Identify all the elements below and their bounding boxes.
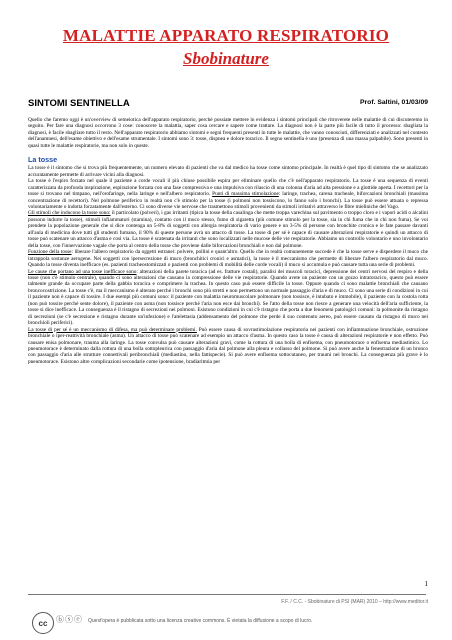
stimulation-points-label: Punti di massima stimolazione	[212, 191, 279, 198]
footer-divider	[28, 594, 426, 595]
lecture-author-date: Prof. Saltini, 01/03/09	[360, 99, 428, 106]
defense-mechanism-label: La tosse di per sé è un meccanismo di difesa, ma può determinare problemi.	[28, 326, 197, 333]
cough-stimuli-label: Gli stimoli che inducono la tosse sono:	[28, 210, 111, 217]
page-number: 1	[424, 580, 428, 588]
cough-paragraph-4-text: : liberare l'albero respiratorio da oggetti estranei: polvere, pollini e quant'altro. Quello che in realtà comunemente succede è che la tosse serve e disperdere il muco che intrappola sostanze aerogene. Nei soggetti con ipersecrezione di muco (bronchitici cronici e asmatici), la tosse è il meccanismo che permette di liberare l'albero respiratorio dal muco. Quando la tosse diventa inefficace (es. pazienti tracheostomizzati o pazienti con problemi di mobilità delle corde vocali) il muco si accumula e può causare tutta una serie di problemi.	[28, 249, 428, 269]
cough-paragraph-6	[28, 327, 428, 366]
cough-paragraph-6-text: Può essere causa di sovrastimolazione respiratoria nei pazienti con infiammazione bronchiale, ostruzione bronchiale o iper-reattività bronchiale (asma). Un attacco di tosse può scatenare ad esempio un attacco d'asma. In questo caso la tosse è causa di alterazioni respiratorie e non effetto. Può causare enisa polmonare, trauma alla laringe. La tosse convulsa può causare alterazioni gravi, come la rottura di una bolla di enfisema, con pneumotorace o enfisema mediastinico. Lo pneumotorace è determinato dalla rottura di una bolla sottopleurica con passaggio d'aria dal polmone alla pleura e collasso del polmone. Si può avere anche la fenestrazione di un bronco con passaggio d'aria alle strutture connettivali peribronchiali (mediastino, nella fattispecie). Si può avere enfisema sottocutaneo, per traumi nei bronchi. La conseguenza più grave è lo pneumotorace. Esistono altre complicazioni secondarie come ipotensione, bradiaritmia per	[28, 326, 428, 365]
cough-function-label: Funzione della tosse	[28, 249, 72, 256]
cough-paragraph-4	[28, 249, 428, 268]
section-header	[28, 98, 428, 112]
cough-paragraph-2-text: La tosse è l'espiro forzato nel quale il paziente a corde vocali il più chiuse possibile espira per eliminare quello che c'è nell'apparato respiratorio. La tosse è una sequenza di eventi caratterizzata da profonda inspirazione, espirazione forzata con una fase compressiva e una impulsiva con rilascio di una colonna d'aria ad alta pressione e a glottide aperta. I recettori per la tosse si trovano nel timpano, nell'orofaringe, nella laringe e nell'albero respiratorio.	[28, 178, 428, 198]
cough-paragraph-1: La tosse è il sintomo che si trova più frequentemente, un numero elevato di pazienti che va dal medico ha tosse come sintomo principale. In realtà è quel tipo di sintomo che se analizzato accuratamente permette di arrivare vicini alla diagnosi.	[28, 165, 428, 178]
cough-paragraph-2	[28, 178, 428, 210]
cough-heading: La tosse	[28, 155, 58, 165]
creative-commons-icon: cc	[32, 612, 54, 634]
document-body	[28, 117, 428, 365]
license-notice: Quest'opera è pubblicata sotto una licenza creative commons. È vietata la diffusione a scopo di lucro.	[88, 618, 313, 624]
document-header	[0, 26, 452, 70]
footer-credit: F.F. / C.C. - Sbobinature di PSI (MAR) 2010 – http://www.meditor.it	[281, 599, 428, 605]
intro-paragraph: Quello che faremo oggi è un'overview di semeiotica dell'apparato respiratorio, perché possiate mettere in evidenza i sintomi principali che ritroverete nelle malattie di cui discuteremo in seguito. Per fare una diagnosi occorrono 3 cose: conoscere la malattia, saper cosa cercare e sapere come trattare. La diagnosi non è la parte più facile di tutto il processo: sbagliata la diagnosi, è facile sbagliare tutto il resto. Nell'apparato respiratorio abbiamo sintomi e segni frequenti presenti in tutte le malattie, che vanno conosciuti, differenziati e analizzati nel contesto dell'anamnesi, dell'esame obiettivo e dell'esame strumentale. I sintomi sono 3: tosse, dispnea e dolore toracico. Il segno sentinella è uno (presenza di una massa palpabile). Sono presenti in quasi tutte le malattie respiratorie, ma non solo in queste.	[28, 117, 428, 149]
cough-paragraph-3-text: il particolato (polveri), i gas irritanti (tipica la tosse della casalinga che mette troppa varechina sul pavimento o troppo cloro e i vapori acidi o alcalini possono indurre la tosse), stimoli infiammatori (stamina), contatto con il muco stesso, fumo di sigaretta (più comune stimolo per la tosse, sia in chi fuma che in chi non fuma). Se voi prendete la popolazione generale che si dice contenga un 5-8% di soggetti con allergia respiratoria di vario genere e un 3-5% di persone con bronchite cronica e le fate passare davanti all'aula di medicina dove tutti gli studenti fumano, il 90% di queste persone avrà un attacco di tosse. La tosse di per sé è capace di causare alterazioni respiratorie e quindi un attacco di tosse può scatenare un attacco d'asma e così via. La tosse è scatenata da irritanti che sono localizzati nelle mucose delle vie respiratorie. Abbiamo un controllo volontario e uno involontario della tosse, con l'innervazione vagale che porta al centro della tosse che proviene dalle biforcazioni bronchiali e non dal polmone.	[28, 210, 429, 249]
ineffective-cough-label: Le cause che portano ad una tosse inefficace sono	[28, 268, 137, 275]
cough-paragraph-2-rest: : laringe, trachea, carena tracheale, biforcazioni bronchiali (massima concentrazione di recettori). Nel polmone periferico in realtà non c'è stimolo per la tosse (i polmoni non tossiscono, lo fanno solo i bronchi). La tosse può essere attuata o repressa volontariamente o indotta forzatamente dall'esterno. Ci sono diverse vie nervose che trasmettono stimoli provenienti da stimoli irritativi attraverso le fibre mieliniche del Vago.	[28, 191, 429, 210]
cough-paragraph-5-text: : alterazioni della parete toracica (ad es. fratture costali), paralisi dei muscoli toracici, depressione dei centri nervosi del respiro e della tosse (non c'è stimolo centrale), quando ci sono alterazioni che causano la compressione delle vie respiratorie. Quando avete un paziente con un gozzo intratoracico, questo può essere talmente grande da occupare parte della gabbia toracica e comprimere la trachea. In questo caso può essere difficile la tosse. Oppure quando ci sono malattie bronchiali che causano broncocostrizione. La tosse c'è, ma il meccanismo è alterato perché i bronchi sono più stretti e non permettono un normale passaggio d'aria e di muco. Ci sono una serie di condizioni in cui il paziente non è capace di tossire. I due esempi più comuni sono: il paziente con malattia neuromuscolare polmonare (non tossisce, è intubato e immobile), il paziente con la costola rotta (non può tossire perché sente dolore), il paziente con asma (non tossisce perché l'aria non esce dai bronchi). Se l'atto della tosse non riesce a generare una velocità dell'aria sufficiente, la tosse si dice inefficace. La conseguenza è il ristagno di secrezioni nei polmoni. Esistono condizioni in cui c'è ristagno che porta a due fenomeni patologici comuni: la polmonite da ristagno di secrezioni (se c'è secrezione e ristagno durante un'infezione) e l'atelettasia (addensamento del polmone che perde il suo contenuto aereo, può essere causato da ristagno di muco nei bronchioli periferici).	[28, 268, 428, 327]
document-subtitle: Sbobinature	[183, 49, 269, 68]
license-badge-icons: ⓑⓢⓔ	[56, 615, 83, 624]
cough-paragraph-5	[28, 269, 428, 327]
cough-paragraph-3	[28, 210, 428, 249]
document-title: MALATTIE APPARATO RESPIRATORIO	[62, 26, 390, 45]
section-title: SINTOMI SENTINELLA	[28, 98, 130, 109]
